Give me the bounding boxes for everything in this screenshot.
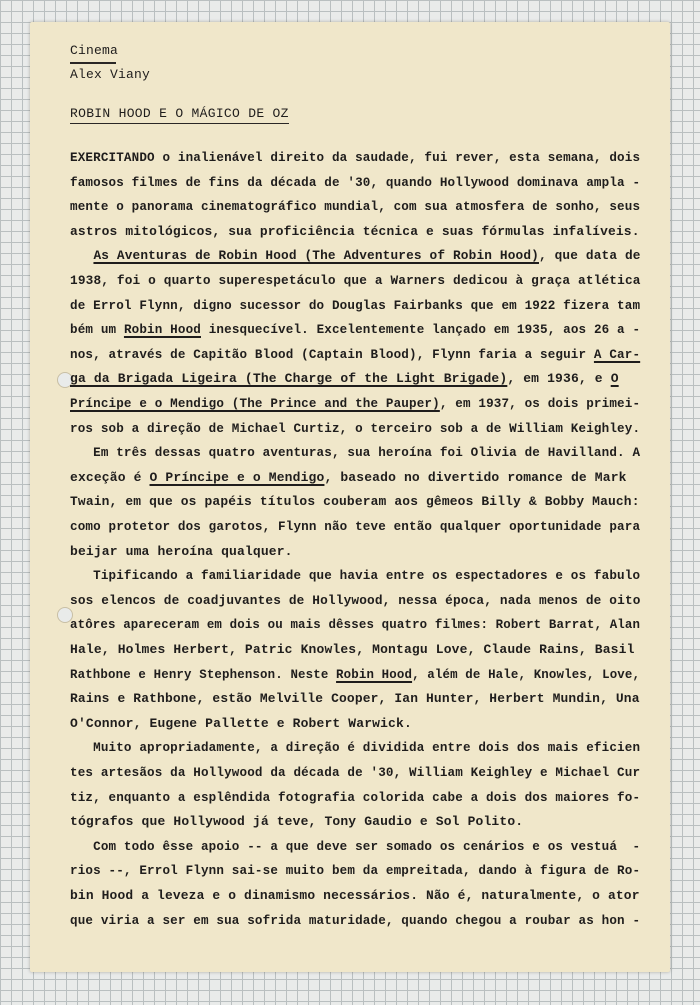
body-line: Twain, em que os papéis títulos couberam aos gêmeos Billy & Bobby Mauch: bbox=[70, 494, 640, 510]
body-line: Com todo êsse apoio -- a que deve ser somado os cenários e os vestuá - bbox=[70, 838, 641, 854]
body-line: famosos filmes de fins da década de '30, quando Hollywood dominava ampla - bbox=[70, 174, 641, 190]
body-line: atôres apareceram em dois ou mais dêsses quatro filmes: Robert Barrat, Alan bbox=[70, 617, 641, 633]
film-title-underline: Robin Hood bbox=[123, 322, 201, 338]
body-line: bin Hood a leveza e o dinamismo necessários. Não é, naturalmente, o ator bbox=[70, 888, 640, 903]
body-line: rios --, Errol Flynn sai-se muito bem da empreitada, dando à figura de Ro- bbox=[70, 863, 641, 879]
film-title-underline: O bbox=[610, 371, 619, 387]
body-line: Hale, Holmes Herbert, Patric Knowles, Montagu Love, Claude Rains, Basil bbox=[70, 642, 635, 657]
article-title: ROBIN HOOD E O MÁGICO DE OZ bbox=[70, 106, 289, 124]
author-name: Alex Viany bbox=[70, 67, 151, 82]
body-line: astros mitológicos, sua proficiência técnica e suas fórmulas infalíveis. bbox=[70, 223, 640, 239]
body-line: que viria a ser em sua sofrida maturidade, quando chegou a roubar as hon - bbox=[70, 912, 641, 928]
body-line: Em três dessas quatro aventuras, sua heroína foi Olivia de Havilland. A bbox=[70, 445, 641, 461]
film-title-underline: As Aventuras de Robin Hood (The Adventures of Robin Hood) bbox=[93, 248, 539, 264]
body-line: sos elencos de coadjuvantes de Hollywood, nessa época, nada menos de oito bbox=[70, 592, 641, 608]
body-line: nos, através de Capitão Blood (Captain Blood), Flynn faria a seguir A Car- bbox=[70, 346, 641, 362]
film-title-underline: O Príncipe e o Mendigo bbox=[149, 469, 325, 485]
body-line: O'Connor, Eugene Pallette e Robert Warwick. bbox=[70, 715, 412, 731]
body-line: bém um Robin Hood inesquecível. Excelentemente lançado em 1935, aos 26 a - bbox=[70, 322, 641, 338]
body-line: Tipificando a familiaridade que havia entre os espectadores e os fabulo bbox=[70, 568, 641, 584]
section-label: Cinema bbox=[70, 43, 119, 58]
body-line: tógrafos que Hollywood já teve, Tony Gaudio e Sol Polito. bbox=[70, 814, 524, 830]
body-line: tiz, enquanto a esplêndida fotografia colorida cabe a dois dos maiores fo- bbox=[70, 789, 641, 805]
body-line: como protetor dos garotos, Flynn não teve então qualquer oportunidade para bbox=[70, 519, 641, 534]
body-line: 1938, foi o quarto superespetáculo que a Warners dedicou à graça atlética bbox=[70, 273, 641, 288]
body-line: de Errol Flynn, digno sucessor do Douglas Fairbanks que em 1922 fizera tam bbox=[70, 297, 641, 313]
film-title-underline: ga da Brigada Ligeira (The Charge of the Light Brigade) bbox=[70, 371, 508, 387]
film-title-underline: Robin Hood bbox=[336, 666, 413, 682]
body-line: EXERCITANDO o inalienável direito da saudade, fui rever, esta semana, dois bbox=[70, 150, 641, 165]
body-line: mente o panorama cinematográfico mundial, com sua atmosfera de sonho, seus bbox=[70, 199, 641, 215]
film-title-underline: A Car- bbox=[593, 346, 641, 362]
body-line: Muito apropriadamente, a direção é dividida entre dois dos mais eficien bbox=[70, 740, 641, 756]
body-line: As Aventuras de Robin Hood (The Adventures of Robin Hood), que data de bbox=[93, 248, 641, 264]
body-line: beijar uma heroína qualquer. bbox=[70, 543, 293, 559]
header-divider bbox=[70, 62, 116, 64]
body-line: ga da Brigada Ligeira (The Charge of the Light Brigade), em 1936, e O bbox=[70, 371, 619, 387]
body-line: Rathbone e Henry Stephenson. Neste Robin Hood, além de Hale, Knowles, Love, bbox=[70, 666, 641, 682]
body-line: Rains e Rathbone, estão Melville Cooper, Ian Hunter, Herbert Mundin, Una bbox=[70, 691, 640, 707]
body-line: exceção é O Príncipe e o Mendigo, baseado no divertido romance de Mark bbox=[70, 469, 627, 485]
body-line: ros sob a direção de Michael Curtiz, o terceiro sob a de William Keighley. bbox=[70, 420, 641, 436]
film-title-underline: Príncipe e o Mendigo (The Prince and the Pauper) bbox=[70, 396, 440, 411]
body-line: tes artesãos da Hollywood da década de '30, William Keighley e Michael Cur bbox=[70, 765, 641, 780]
body-line: Príncipe e o Mendigo (The Prince and the Pauper), em 1937, os dois primei- bbox=[70, 396, 641, 411]
